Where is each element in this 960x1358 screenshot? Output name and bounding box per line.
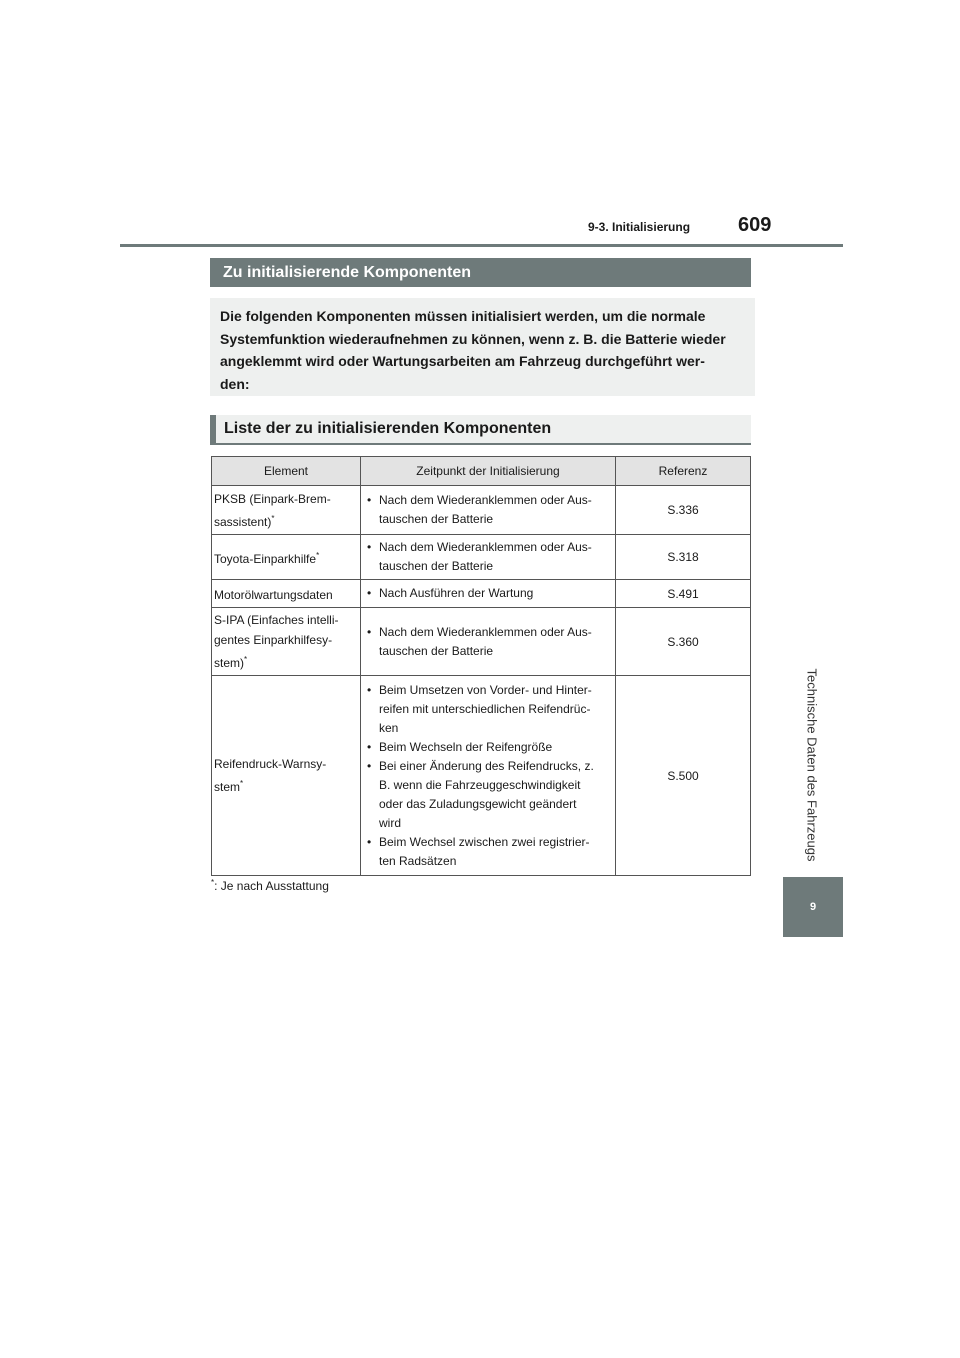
element-line: stem (214, 780, 241, 794)
timing-line: Beim Wechseln der Reifengröße (379, 739, 553, 754)
timing-item (365, 833, 609, 871)
timing-line: Beim Umsetzen von Vorder- und Hinter- (379, 682, 592, 697)
reference-link[interactable]: S.336 (616, 486, 751, 535)
timing-line: tauschen der Batterie (379, 512, 494, 526)
element-cell (212, 486, 361, 535)
timing-cell (361, 608, 616, 676)
intro-line: Systemfunktion wiederaufnehmen zu können, wenn z. B. die Batterie wieder (220, 330, 726, 347)
timing-list (365, 584, 609, 603)
timing-cell (361, 676, 616, 876)
element-cell (212, 535, 361, 580)
element-cell (212, 608, 361, 676)
timing-item (365, 623, 609, 661)
element-line: sassistent) (214, 514, 272, 529)
reference-link[interactable]: S.360 (616, 608, 751, 676)
table-header-row (212, 457, 751, 486)
timing-list (365, 681, 609, 871)
column-header-time: Zeitpunkt der Initialisierung (361, 457, 616, 486)
timing-item (365, 757, 609, 833)
footnote (211, 878, 329, 893)
element-line: S-IPA (Einfaches intelli- (214, 613, 339, 627)
intro-line: Die folgenden Komponenten müssen initialisiert werden, um die normale (220, 308, 706, 324)
availability-asterisk: * (244, 655, 248, 664)
timing-line: ken (379, 720, 399, 735)
element-line: gentes Einparkhilfesy- (214, 633, 333, 647)
reference-link[interactable]: S.491 (616, 580, 751, 608)
timing-cell (361, 580, 616, 608)
timing-list (365, 538, 609, 576)
element-line: Reifendruck-Warnsy- (214, 757, 327, 771)
element-line: stem) (214, 656, 244, 670)
column-header-reference: Referenz (616, 457, 751, 486)
reference-link[interactable]: S.318 (616, 535, 751, 580)
element-cell (212, 676, 361, 876)
timing-cell (361, 486, 616, 535)
timing-line: Nach dem Wiederanklemmen oder Aus- (379, 624, 592, 639)
reference-link[interactable]: S.500 (616, 676, 751, 876)
components-table (211, 456, 751, 876)
element-line: Motorölwartungsdaten (214, 588, 333, 602)
table-row (212, 580, 751, 608)
timing-line: Beim Wechsel zwischen zwei registrier- (379, 834, 590, 849)
timing-line: Bei einer Änderung des Reifendrucks, z. (379, 758, 594, 773)
timing-item (365, 584, 609, 603)
footnote-text: : Je nach Ausstattung (214, 879, 329, 893)
chapter-side-title (800, 655, 824, 875)
timing-item (365, 538, 609, 576)
chapter-tab[interactable]: 9 (783, 877, 843, 937)
timing-line: oder das Zuladungsgewicht geändert (379, 796, 577, 811)
table-row (212, 608, 751, 676)
timing-line: Nach Ausführen der Wartung (379, 586, 534, 600)
section-label: 9-3. Initialisierung (588, 220, 691, 234)
element-line: Toyota-Einparkhilfe (214, 551, 317, 566)
intro-line: angeklemmt wird oder Wartungsarbeiten am Fahrzeug durchgeführt wer- (220, 353, 705, 369)
timing-line: reifen mit unterschiedlichen Reifendrüc- (379, 701, 591, 716)
availability-asterisk: * (316, 550, 320, 560)
chapter-side-title-text: Technische Daten des Fahrzeugs (804, 668, 820, 862)
timing-line: tauschen der Batterie (379, 559, 494, 573)
timing-line: wird (379, 815, 402, 830)
intro-line: den: (220, 375, 250, 392)
footnote-asterisk: * (211, 878, 215, 887)
availability-asterisk: * (240, 779, 244, 788)
availability-asterisk: * (271, 513, 275, 523)
timing-cell (361, 535, 616, 580)
element-line: PKSB (Einpark-Brem- (214, 491, 331, 506)
timing-line: Nach dem Wiederanklemmen oder Aus- (379, 493, 592, 507)
column-header-element: Element (212, 457, 361, 486)
timing-line: ten Radsätzen (379, 853, 457, 868)
timing-item (365, 681, 609, 738)
element-cell (212, 580, 361, 608)
timing-line: Nach dem Wiederanklemmen oder Aus- (379, 540, 592, 554)
table-row (212, 486, 751, 535)
header-rule (120, 244, 843, 247)
timing-list (365, 623, 609, 661)
timing-item (365, 491, 609, 529)
section-title: Zu initialisierende Komponenten (210, 258, 751, 287)
timing-line: tauschen der Batterie (379, 643, 494, 658)
table-row (212, 676, 751, 876)
subsection-title: Liste der zu initialisierenden Komponenten (210, 415, 751, 445)
timing-line: B. wenn die Fahrzeuggeschwindigkeit (379, 777, 581, 792)
timing-list (365, 491, 609, 529)
timing-item (365, 738, 609, 757)
intro-box (210, 298, 755, 396)
page-number: 609 (738, 214, 772, 236)
table-row (212, 535, 751, 580)
